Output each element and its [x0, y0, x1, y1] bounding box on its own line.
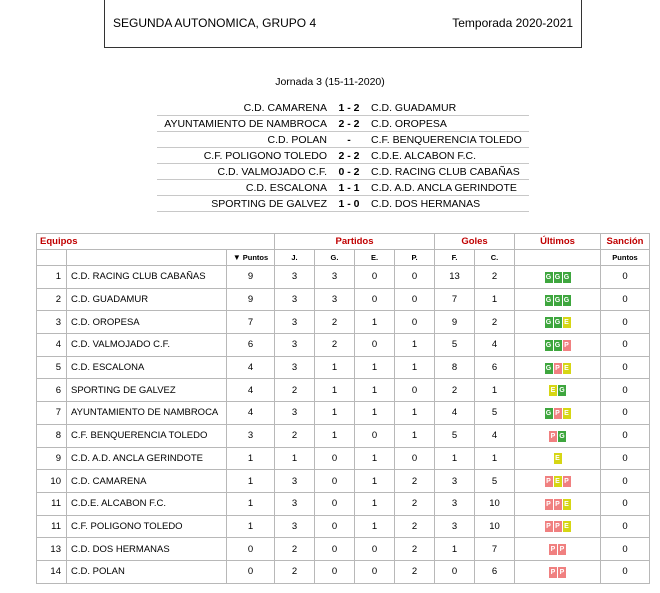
result-badge: G	[545, 364, 552, 372]
away-team: C.D. A.D. ANCLA GERINDOTE	[369, 180, 529, 196]
last-results	[515, 492, 601, 515]
result-badge: G	[554, 296, 561, 304]
goals-for: 3	[435, 492, 475, 515]
col-last	[515, 250, 601, 266]
goals-against: 6	[475, 356, 515, 379]
position: 11	[37, 492, 67, 515]
won: 0	[315, 492, 355, 515]
result-badge: P	[555, 409, 560, 417]
header-partidos: Partidos	[275, 234, 435, 250]
goals-for: 4	[435, 402, 475, 425]
played: 3	[275, 515, 315, 538]
header-ultimos: Últimos	[515, 234, 601, 250]
col-points[interactable]	[227, 250, 275, 266]
position: 14	[37, 560, 67, 583]
drawn: 0	[355, 334, 395, 357]
drawn: 1	[355, 311, 395, 334]
position: 4	[37, 334, 67, 357]
played: 2	[275, 379, 315, 402]
won: 1	[315, 356, 355, 379]
match-score: 1 - 1	[329, 180, 369, 196]
match-score: -	[329, 132, 369, 148]
drawn: 1	[355, 402, 395, 425]
last-results	[515, 538, 601, 561]
team-name[interactable]: SPORTING DE GALVEZ	[67, 379, 227, 402]
lost: 0	[395, 266, 435, 289]
sort-desc-icon	[233, 253, 243, 262]
result-badge: G	[563, 273, 570, 281]
team-name[interactable]: C.D. RACING CLUB CABAÑAS	[67, 266, 227, 289]
points: 6	[227, 334, 275, 357]
result-badge: G	[545, 409, 552, 417]
position: 10	[37, 470, 67, 493]
drawn: 0	[355, 266, 395, 289]
team-name[interactable]: C.D. A.D. ANCLA GERINDOTE	[67, 447, 227, 470]
penalty-points: 0	[601, 560, 650, 583]
lost: 1	[395, 424, 435, 447]
goals-against: 6	[475, 560, 515, 583]
penalty-points: 0	[601, 311, 650, 334]
home-team: C.D. CAMARENA	[157, 100, 329, 116]
col-pos	[37, 250, 67, 266]
table-row	[37, 470, 650, 493]
goals-against: 2	[475, 266, 515, 289]
goals-against: 10	[475, 492, 515, 515]
played: 2	[275, 560, 315, 583]
home-team: AYUNTAMIENTO DE NAMBROCA	[157, 116, 329, 132]
goals-for: 13	[435, 266, 475, 289]
points: 4	[227, 379, 275, 402]
away-team: C.D. DOS HERMANAS	[369, 196, 529, 212]
result-badge: G	[559, 387, 565, 395]
team-name[interactable]: C.D.E. ALCABON F.C.	[67, 492, 227, 515]
goals-against: 5	[475, 470, 515, 493]
position: 2	[37, 288, 67, 311]
played: 3	[275, 356, 315, 379]
standings-column-header	[37, 250, 650, 266]
penalty-points: 0	[601, 538, 650, 561]
played: 3	[275, 334, 315, 357]
points: 0	[227, 538, 275, 561]
won: 2	[315, 311, 355, 334]
competition-header	[104, 0, 582, 48]
home-team: C.D. POLAN	[157, 132, 329, 148]
result-badge: P	[550, 568, 556, 576]
result-badge: G	[559, 432, 565, 440]
points: 9	[227, 288, 275, 311]
team-name[interactable]: C.D. POLAN	[67, 560, 227, 583]
last-results	[515, 515, 601, 538]
position: 6	[37, 379, 67, 402]
penalty-points: 0	[601, 379, 650, 402]
goals-against: 1	[475, 288, 515, 311]
points: 1	[227, 492, 275, 515]
goals-for: 1	[435, 447, 475, 470]
result-badge: P	[559, 568, 565, 576]
match-score: 1 - 2	[329, 100, 369, 116]
away-team: C.D.E. ALCABON F.C.	[369, 148, 529, 164]
last-results	[515, 266, 601, 289]
match-row	[157, 180, 529, 196]
table-row	[37, 447, 650, 470]
goals-against: 4	[475, 334, 515, 357]
table-row	[37, 356, 650, 379]
won: 0	[315, 447, 355, 470]
team-name[interactable]: C.F. BENQUERENCIA TOLEDO	[67, 424, 227, 447]
goals-against: 4	[475, 424, 515, 447]
lost: 0	[395, 447, 435, 470]
result-badge: P	[555, 500, 560, 508]
result-badge: P	[564, 341, 569, 349]
position: 13	[37, 538, 67, 561]
position: 1	[37, 266, 67, 289]
away-team: C.D. OROPESA	[369, 116, 529, 132]
result-badge: G	[545, 273, 552, 281]
last-results	[515, 288, 601, 311]
away-team: C.F. BENQUERENCIA TOLEDO	[369, 132, 529, 148]
goals-for: 5	[435, 334, 475, 357]
result-badge: P	[555, 523, 560, 531]
team-name[interactable]: AYUNTAMIENTO DE NAMBROCA	[67, 402, 227, 425]
points: 1	[227, 447, 275, 470]
standings-table	[36, 233, 650, 584]
table-row	[37, 492, 650, 515]
result-badge: P	[550, 432, 556, 440]
points: 4	[227, 356, 275, 379]
header-equipos: Equipos	[37, 234, 275, 250]
won: 1	[315, 402, 355, 425]
drawn: 0	[355, 560, 395, 583]
competition-title: SEGUNDA AUTONOMICA, GRUPO 4	[113, 16, 317, 30]
goals-for: 3	[435, 515, 475, 538]
goals-against: 7	[475, 538, 515, 561]
header-goles: Goles	[435, 234, 515, 250]
match-row	[157, 116, 529, 132]
played: 3	[275, 288, 315, 311]
last-results	[515, 447, 601, 470]
match-score: 2 - 2	[329, 148, 369, 164]
goals-against: 2	[475, 311, 515, 334]
last-results	[515, 334, 601, 357]
last-results	[515, 560, 601, 583]
penalty-points: 0	[601, 288, 650, 311]
table-row	[37, 334, 650, 357]
goals-against: 1	[475, 447, 515, 470]
result-badge: E	[555, 478, 560, 486]
drawn: 1	[355, 379, 395, 402]
played: 2	[275, 424, 315, 447]
match-row	[157, 148, 529, 164]
result-badge: G	[554, 273, 561, 281]
played: 2	[275, 538, 315, 561]
last-results	[515, 424, 601, 447]
result-badge: G	[563, 296, 570, 304]
table-row	[37, 424, 650, 447]
won: 3	[315, 266, 355, 289]
home-team: C.D. VALMOJADO C.F.	[157, 164, 329, 180]
penalty-points: 0	[601, 266, 650, 289]
played: 1	[275, 447, 315, 470]
penalty-points: 0	[601, 470, 650, 493]
home-team: SPORTING DE GALVEZ	[157, 196, 329, 212]
goals-for: 5	[435, 424, 475, 447]
lost: 2	[395, 538, 435, 561]
won: 0	[315, 515, 355, 538]
goals-for: 2	[435, 379, 475, 402]
team-name[interactable]: C.D. VALMOJADO C.F.	[67, 334, 227, 357]
result-badge: P	[550, 546, 556, 554]
last-results	[515, 470, 601, 493]
standings-group-header	[37, 234, 650, 250]
table-row	[37, 538, 650, 561]
col-goals-against[interactable]: C.	[475, 250, 515, 266]
played: 3	[275, 311, 315, 334]
col-goals-for[interactable]: F.	[435, 250, 475, 266]
result-badge: P	[555, 364, 560, 372]
drawn: 1	[355, 356, 395, 379]
won: 1	[315, 379, 355, 402]
header-sancion: Sanción	[601, 234, 650, 250]
result-badge: P	[546, 523, 551, 531]
result-badge: G	[545, 296, 552, 304]
points: 7	[227, 311, 275, 334]
goals-for: 0	[435, 560, 475, 583]
played: 3	[275, 402, 315, 425]
team-name[interactable]: C.F. POLIGONO TOLEDO	[67, 515, 227, 538]
col-lost[interactable]: P.	[395, 250, 435, 266]
played: 3	[275, 470, 315, 493]
position: 9	[37, 447, 67, 470]
table-row	[37, 402, 650, 425]
col-drawn[interactable]: E.	[355, 250, 395, 266]
drawn: 1	[355, 470, 395, 493]
drawn: 0	[355, 538, 395, 561]
lost: 1	[395, 402, 435, 425]
position: 3	[37, 311, 67, 334]
result-badge: E	[564, 409, 569, 417]
col-team	[67, 250, 227, 266]
team-name[interactable]: C.D. GUADAMUR	[67, 288, 227, 311]
result-badge: P	[564, 478, 569, 486]
goals-for: 7	[435, 288, 475, 311]
points: 0	[227, 560, 275, 583]
points: 4	[227, 402, 275, 425]
goals-against: 10	[475, 515, 515, 538]
table-row	[37, 515, 650, 538]
result-badge: E	[564, 523, 569, 531]
table-row	[37, 266, 650, 289]
match-results-table	[157, 100, 529, 212]
penalty-points: 0	[601, 334, 650, 357]
result-badge: E	[564, 500, 569, 508]
goals-against: 1	[475, 379, 515, 402]
drawn: 1	[355, 447, 395, 470]
result-badge: P	[546, 478, 551, 486]
lost: 0	[395, 311, 435, 334]
last-results	[515, 356, 601, 379]
position: 11	[37, 515, 67, 538]
position: 5	[37, 356, 67, 379]
table-row	[37, 288, 650, 311]
lost: 2	[395, 560, 435, 583]
penalty-points: 0	[601, 402, 650, 425]
goals-for: 8	[435, 356, 475, 379]
penalty-points: 0	[601, 492, 650, 515]
home-team: C.F. POLIGONO TOLEDO	[157, 148, 329, 164]
lost: 1	[395, 334, 435, 357]
team-name[interactable]: C.D. ESCALONA	[67, 356, 227, 379]
penalty-points: 0	[601, 356, 650, 379]
lost: 0	[395, 288, 435, 311]
last-results	[515, 379, 601, 402]
lost: 2	[395, 515, 435, 538]
team-name[interactable]: C.D. OROPESA	[67, 311, 227, 334]
result-badge: G	[554, 319, 561, 327]
col-points-label: Puntos	[242, 253, 269, 262]
col-penalty-points[interactable]: Puntos	[601, 250, 650, 266]
won: 3	[315, 288, 355, 311]
away-team: C.D. GUADAMUR	[369, 100, 529, 116]
goals-for: 3	[435, 470, 475, 493]
match-score: 1 - 0	[329, 196, 369, 212]
won: 1	[315, 424, 355, 447]
lost: 2	[395, 470, 435, 493]
match-score: 0 - 2	[329, 164, 369, 180]
won: 0	[315, 538, 355, 561]
result-badge: E	[564, 319, 569, 327]
jornada-title: Jornada 3 (15-11-2020)	[275, 76, 385, 88]
match-score: 2 - 2	[329, 116, 369, 132]
result-badge: E	[564, 364, 569, 372]
points: 1	[227, 515, 275, 538]
result-badge: P	[559, 546, 565, 554]
lost: 2	[395, 492, 435, 515]
played: 3	[275, 492, 315, 515]
result-badge: E	[550, 387, 556, 395]
won: 0	[315, 560, 355, 583]
last-results	[515, 311, 601, 334]
col-played[interactable]: J.	[275, 250, 315, 266]
goals-for: 9	[435, 311, 475, 334]
result-badge: E	[555, 455, 560, 463]
drawn: 0	[355, 424, 395, 447]
away-team: C.D. RACING CLUB CABAÑAS	[369, 164, 529, 180]
goals-for: 1	[435, 538, 475, 561]
points: 9	[227, 266, 275, 289]
penalty-points: 0	[601, 515, 650, 538]
col-won[interactable]: G.	[315, 250, 355, 266]
lost: 1	[395, 356, 435, 379]
table-row	[37, 560, 650, 583]
result-badge: P	[546, 500, 551, 508]
played: 3	[275, 266, 315, 289]
position: 7	[37, 402, 67, 425]
result-badge: G	[545, 341, 552, 349]
won: 2	[315, 334, 355, 357]
goals-against: 5	[475, 402, 515, 425]
lost: 0	[395, 379, 435, 402]
home-team: C.D. ESCALONA	[157, 180, 329, 196]
result-badge: G	[554, 341, 561, 349]
last-results	[515, 402, 601, 425]
drawn: 0	[355, 288, 395, 311]
drawn: 1	[355, 492, 395, 515]
result-badge: G	[545, 319, 552, 327]
won: 0	[315, 470, 355, 493]
table-row	[37, 379, 650, 402]
team-name[interactable]: C.D. DOS HERMANAS	[67, 538, 227, 561]
points: 1	[227, 470, 275, 493]
position: 8	[37, 424, 67, 447]
team-name[interactable]: C.D. CAMARENA	[67, 470, 227, 493]
penalty-points: 0	[601, 424, 650, 447]
match-row	[157, 164, 529, 180]
table-row	[37, 311, 650, 334]
season-label: Temporada 2020-2021	[452, 16, 573, 30]
drawn: 1	[355, 515, 395, 538]
match-row	[157, 100, 529, 116]
match-row	[157, 132, 529, 148]
penalty-points: 0	[601, 447, 650, 470]
points: 3	[227, 424, 275, 447]
match-row	[157, 196, 529, 212]
